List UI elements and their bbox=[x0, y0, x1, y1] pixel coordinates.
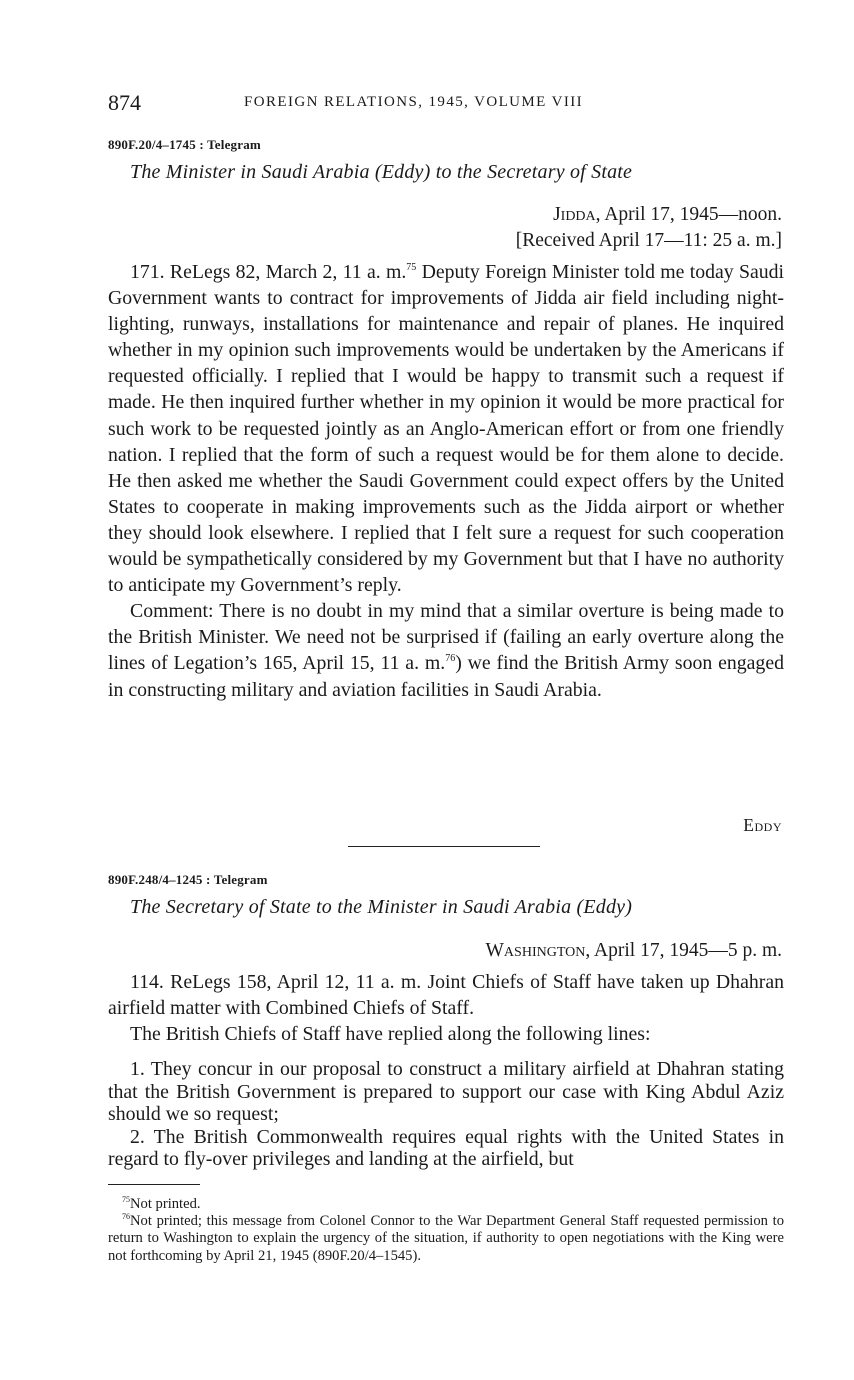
footnote-75 bbox=[108, 1196, 784, 1213]
footnote-ref-76[interactable]: 76 bbox=[445, 653, 456, 665]
doc2-date: , April 17, 1945—5 p. m. bbox=[585, 940, 782, 961]
doc2-list bbox=[108, 1058, 784, 1171]
footnotes bbox=[108, 1196, 784, 1265]
doc2-dateline bbox=[486, 940, 782, 962]
doc2-list-item-1: 1. They concur in our proposal to construct a military airfield at Dhahran stating that the British Government is prepared to support our case with King Abdul Aziz should we so request; bbox=[108, 1058, 784, 1125]
doc2-list-item-2: 2. The British Commonwealth requires equal rights with the United States in regard to fly-over privileges and landing at the airfield, but bbox=[108, 1125, 784, 1170]
doc1-signature: Eddy bbox=[743, 815, 782, 835]
doc2-title: The Secretary of State to the Minister in Saudi Arabia (Eddy) bbox=[130, 896, 633, 918]
doc2-body bbox=[108, 969, 784, 1047]
doc1-file-reference: 890F.20/4–1745 : Telegram bbox=[108, 137, 261, 152]
section-divider bbox=[348, 846, 540, 847]
running-title: FOREIGN RELATIONS, 1945, VOLUME VIII bbox=[244, 94, 584, 110]
doc1-para1-rest: Deputy Foreign Minister told me today Saudi Government wants to contract for improvements of Jidda air field including night-lighting, runways, installations for maintenance and repair of planes. He inquired whether in my opinion such improvements would be undertaken by the Americans if requested officially. I replied that I would be happy to transmit such a request if made. He then inquired further whether in my opinion it would be more practical for such work to be requested jointly as an Anglo-American effort or from one friendly nation. I replied that the form of such a request would be for them alone to decide. He then asked me whether the Saudi Government could expect offers by the United States to cooperate in making improvements such as the Jidda airport or whether they should look elsewhere. I replied that I felt sure a request for such cooperation would be sympathetically considered by my Government but that I have no authority to anticipate my Government’s reply. bbox=[108, 261, 784, 597]
footnote-ref-75[interactable]: 75 bbox=[406, 262, 417, 273]
doc1-para2-start: Comment: There is no doubt in my mind that a similar overture is being made to the British Minister. We need not be surprised if (failing an early overture along the lines of Legation’s 165, April 15, 11 a. m. bbox=[108, 600, 784, 675]
doc2-paragraph-1: 114. ReLegs 158, April 12, 11 a. m. Joint Chiefs of Staff have taken up Dhahran airfield matter with Combined Chiefs of Staff. bbox=[108, 971, 784, 1020]
doc1-title: The Minister in Saudi Arabia (Eddy) to the Secretary of State bbox=[130, 161, 633, 183]
doc2-paragraph-2: The British Chiefs of Staff have replied along the following lines: bbox=[130, 1023, 651, 1046]
doc1-para1-start: 171. ReLegs 82, March 2, 11 a. m. bbox=[130, 261, 407, 283]
doc1-paragraph-2 bbox=[108, 598, 784, 702]
doc2-file-reference: 890F.248/4–1245 : Telegram bbox=[108, 872, 268, 887]
running-head bbox=[108, 90, 784, 120]
doc1-date: , April 17, 1945—noon. bbox=[595, 204, 782, 225]
doc1-received: [Received April 17—11: 25 a. m.] bbox=[515, 230, 782, 251]
doc1-dateline bbox=[553, 204, 782, 226]
footnote-76 bbox=[108, 1213, 784, 1265]
doc1-place: Jidda bbox=[553, 204, 596, 225]
footnote-75-text: Not printed. bbox=[130, 1196, 201, 1212]
doc1-body bbox=[108, 259, 784, 703]
doc2-place: Washington bbox=[485, 940, 586, 961]
footnote-mark-75: 75 bbox=[122, 1195, 130, 1204]
footnote-rule bbox=[108, 1184, 200, 1185]
doc1-para2-rest: ) we find the British Army soon engaged in constructing military and aviation facilities in Saudi Arabia. bbox=[108, 652, 784, 701]
footnote-76-text: Not printed; this message from Colonel Connor to the War Department General Staff requested permission to return to Washington to explain the urgency of the situation, if authority to open negotiations with the King were not forthcoming by April 21, 1945 (890F.20/4–1545). bbox=[108, 1213, 784, 1264]
footnote-mark-76: 76 bbox=[122, 1212, 130, 1222]
doc1-paragraph-1 bbox=[108, 259, 784, 598]
page-number: 874 bbox=[108, 90, 141, 115]
